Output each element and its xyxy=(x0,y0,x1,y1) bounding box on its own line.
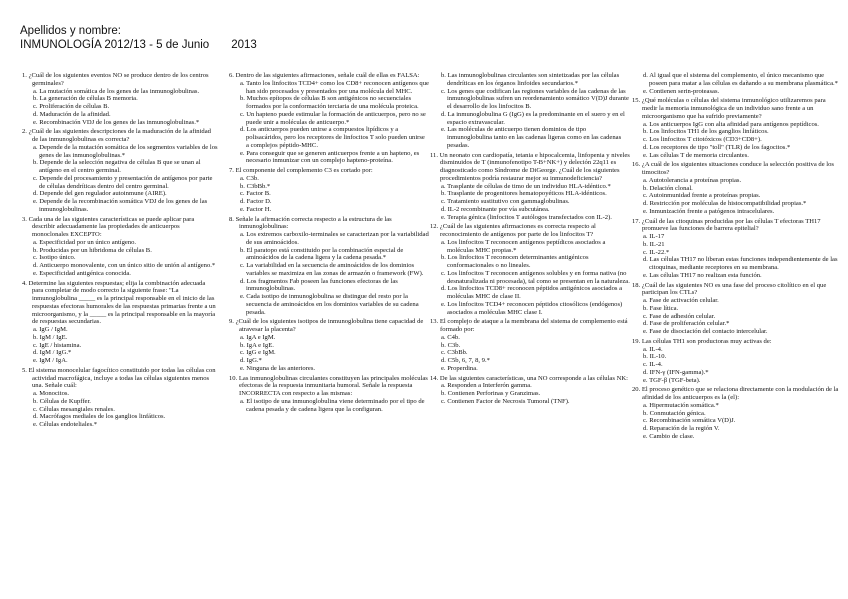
question-stem: 12. ¿Cuál de las siguientes afirmaciones es correcta respecto al reconocimiento de antígenos por parte de los linfocitos T? xyxy=(430,223,596,238)
question xyxy=(632,282,840,336)
question xyxy=(229,72,429,165)
answer-option: a. Depende de la mutación somática de los segmentos variables de los genes de las inmunoglobulinas.* xyxy=(33,143,218,159)
answer-option: d. Los receptores de tipo "toll" (TLR) de los fagocitos.* xyxy=(643,143,791,151)
answer-option: c. Los genes que codifican las regiones variables de las cadenas de las inmunoglobulinas sufren un reordenamiento somático V(D)J durante el desarrollo de los linfocitos B. xyxy=(441,87,629,110)
answer-option: d. IFN-γ (IFN-gamma).* xyxy=(643,368,709,376)
answer-option: c. Los linfocitos T reconocen antígenos solubles y en forma nativa (no desnaturalizada ni procesada), tal como se presentan en la naturaleza. xyxy=(441,269,630,285)
answer-option: a. IL-17 xyxy=(643,233,665,240)
answer-option: c. C3bBb. xyxy=(441,349,468,357)
question xyxy=(632,72,840,95)
answer-option: b. Muchos epítopos de células B son antigénicos no secuenciales formados por la conformación terciaria de una molécula proteica. xyxy=(240,95,419,110)
answer-option: c. Proliferación de células B. xyxy=(33,103,110,110)
answer-option: c. Fase de adhesión celular. xyxy=(643,312,716,320)
answer-option: c. Factor B. xyxy=(240,190,271,198)
answer-option: c. Isotipo único. xyxy=(33,254,76,262)
answer-option: d. Anticuerpo monovalente, con un único sitio de unión al antígeno.* xyxy=(33,262,216,269)
question-stem: 8. Señale la afirmación correcta respecto a la estructura de las inmunoglobulinas: xyxy=(229,215,392,231)
question-stem: 18. ¿Cuál de las siguientes NO es una fase del proceso citolítico en el que participan los CTLs? xyxy=(632,281,827,297)
column-1 xyxy=(22,72,218,431)
question-stem: 11. Un neonato con cardiopatía, tetania e hipocalcemia, linfopenia y niveles disminuidos de T (inmunofenotipo T-B+NK+) y deleción 22q11 es diagnosticado como Síndrome de DiGeorge. ¿Cuál de los siguientes procedimientos podría restaurar mejor su inmunodeficiencia? xyxy=(430,151,630,182)
answer-option: d. IgM / IgG.* xyxy=(33,349,72,357)
question-stem: 16. ¿A cuál de los siguientes situaciones conduce la selección positiva de los timocitos? xyxy=(632,161,834,176)
answer-option: e. Los linfocitos TCD4+ reconocen péptidos citosólicos (endógenos) asociados a moléculas MHC clase I. xyxy=(441,300,623,316)
answer-option: a. Monocitos. xyxy=(33,390,70,397)
question xyxy=(430,223,630,316)
question-stem: 17. ¿Cuál de las citoquinas producidas por las células T efectoras TH17 promueve las funciones de barrera epitelial? xyxy=(632,217,821,233)
answer-option: d. Los fragmentos Fab poseen las funciones efectoras de las inmunoglobulinas. xyxy=(240,277,398,293)
column-2 xyxy=(229,72,429,415)
question-stem: 4. Determine las siguientes respuestas; elija la combinación adecuada para completar de modo correcto la siguiente frase: "La inmunoglobulina _____ es la principal responsable en el inicio de las respuestas efectoras humorales de las respuestas primarias frente a un microorganismo, y la _____ es la principal responsable en la mayoría de respuestas secundarias. xyxy=(22,279,216,326)
answer-option: a. La mutación somática de los genes de las inmunoglobulinas. xyxy=(33,87,200,95)
answer-option: c. Contienen Factor de Necrosis Tumoral (TNF). xyxy=(441,397,570,405)
question xyxy=(430,375,630,406)
question-stem: 9. ¿Cuál de los siguientes isotipos de inmunoglobulina tiene capacidad de atravesar la placenta? xyxy=(229,318,424,333)
answer-option: d. Los anticuerpos pueden unirse a compuestos lipídicos y a polisacáridos, pero los receptores de linfocitos T solo pueden unirse a complejos péptido-MHC. xyxy=(240,126,425,149)
question xyxy=(632,386,840,440)
answer-option: a. Hipermutación somática.* xyxy=(643,401,719,409)
answer-option: a. Los anticuerpos IgG con alta afinidad para antígenos peptídicos. xyxy=(643,120,819,128)
answer-option: c. Tratamiento sustitutivo con gammaglobulinas. xyxy=(441,198,570,205)
answer-option: c. Los linfocitos T citotóxicos (CD3+CD8+). xyxy=(643,136,762,143)
answer-option: b. IL-10. xyxy=(643,353,667,361)
question xyxy=(632,218,840,280)
question-stem: 1. ¿Cuál de los siguientes eventos NO se produce dentro de los centros germinales? xyxy=(22,72,209,87)
answer-option: a. Fase de activación celular. xyxy=(643,297,719,304)
question-stem: 6. Dentro de las siguientes afirmaciones, señale cuál de ellas es FALSA: xyxy=(229,72,420,79)
answer-option: c. Células mesangiales renales. xyxy=(33,405,115,413)
answer-option: b. Células de Kupffer. xyxy=(33,397,91,405)
answer-option: e. Properdina. xyxy=(441,364,478,372)
question xyxy=(229,216,429,317)
answer-option: b. Contienen Perforinas y Granzimas. xyxy=(441,390,541,397)
exam-year: 2013 xyxy=(231,39,257,51)
name-label: Apellidos y nombre: xyxy=(20,25,121,37)
answer-option: c. Recombinación somática V(D)J. xyxy=(643,417,736,425)
answer-option: b. Depende de la selección negativa de células B que se unan al antígeno en el centro germinal. xyxy=(33,159,201,174)
answer-option: e. Terapia génica (linfocitos T autólogos transfectados con IL-2). xyxy=(441,213,612,221)
answer-option: e. IgM / IgA. xyxy=(33,357,68,364)
answer-option: a. C4b. xyxy=(441,333,460,341)
answer-option: a. IgG / IgM. xyxy=(33,326,68,333)
question xyxy=(229,318,429,372)
answer-option: a. Autotolerancia a proteínas propias. xyxy=(643,176,742,184)
answer-option: a. Trasplante de células de timo de un individuo HLA-idéntico.* xyxy=(441,182,611,190)
answer-option: c. IgE / histamina. xyxy=(33,341,82,349)
question-stem: 15. ¿Qué moléculas o células del sistema inmunológico utilizaremos para medir la memoria inmunológica de un individuo sano frente a un microorganismo que ha sufrido previamente? xyxy=(632,97,826,120)
answer-option: e. Especificidad antigénica conocida. xyxy=(33,269,131,277)
answer-option: d. Macrófagos mediales de los ganglios linfáticos. xyxy=(33,413,166,421)
answer-option: e. Recombinación VDJ de los genes de las inmunoglobulinas.* xyxy=(33,118,200,126)
answer-option: c. IL-4. xyxy=(643,361,663,368)
answer-option: e. TGF-β (TGF-beta). xyxy=(643,376,701,384)
answer-option: b. Fase lítica. xyxy=(643,304,679,312)
answer-option: a. Los extremos carboxilo-terminales se caracterizan por la variabilidad de sus aminoácidos. xyxy=(240,231,429,246)
answer-option: d. Restricción por moléculas de histocompatibilidad propias.* xyxy=(643,200,807,207)
answer-option: e. Las células T de memoria circulantes. xyxy=(643,151,749,159)
answer-option: b. IgM / IgE. xyxy=(33,333,68,341)
answer-option: d. Maduración de la afinidad. xyxy=(33,110,111,118)
answer-option: e. Células endoteliales.* xyxy=(33,421,98,428)
question-stem: 13. El complejo de ataque a la membrana del sistema de complemento está formado por: xyxy=(430,318,628,333)
answer-option: d. Depende del gen regulador autoinmune (AIRE). xyxy=(33,190,167,198)
question xyxy=(22,72,218,126)
answer-option: b. C3b. xyxy=(441,341,461,349)
question xyxy=(22,216,218,278)
answer-option: e. Las moléculas de anticuerpo tienen dominios de tipo inmunoglobulina tanto en las cadenas ligeras como en las cadenas pesadas. xyxy=(441,126,622,149)
answer-option: e. Contienen serin-proteasas. xyxy=(643,87,720,95)
answer-option: b. IL-21 xyxy=(643,240,665,248)
question-stem: 2. ¿Cuál de las siguientes descripciones de la maduración de la afinidad de las inmunoglobulinas es correcta? xyxy=(22,128,211,143)
question xyxy=(229,167,429,214)
answer-option: a. IgA e IgM. xyxy=(240,333,276,341)
answer-option: b. Las inmunoglobulinas circulantes son sintetizadas por las células dendríticas en los órganos linfoides secundarios.* xyxy=(441,72,620,87)
answer-option: b. La generación de células B memoria. xyxy=(33,95,138,103)
answer-option: b. Los linfocitos T reconocen determinantes antigénicos conformacionales o no lineales. xyxy=(441,254,589,269)
answer-option: d. C5b, 6, 7, 8, 9.* xyxy=(441,357,490,364)
question xyxy=(430,72,630,150)
question xyxy=(430,152,630,222)
answer-option: c. IL-22.* xyxy=(643,248,670,256)
question-stem: 5. El sistema monocelular fagocítico constituido por todas las células con actividad macrofágica, incluye a todas las células siguientes menos una. Señale cuál: xyxy=(22,366,216,390)
answer-option: b. IgA e IgE. xyxy=(240,341,274,349)
course-title: INMUNOLOGÍA 2012/13 - 5 de Junio xyxy=(20,39,210,51)
answer-option: d. Los linfocitos TCD8+ reconocen péptidos antigénicos asociados a moléculas MHC de clase II. xyxy=(441,285,623,300)
answer-option: d. Factor D. xyxy=(240,198,272,205)
answer-option: e. Cada isotipo de inmunoglobulina se distingue del resto por la secuencia de aminoácidos en los dominios variables de su cadena pesada. xyxy=(240,293,419,316)
question xyxy=(22,367,218,429)
answer-option: d. Reparación de la región V. xyxy=(643,425,720,432)
answer-option: e. Depende de la recombinación somática VDJ de los genes de las inmunoglobulinas. xyxy=(33,198,208,213)
answer-option: b. Producidas por un hibridoma de células B. xyxy=(33,246,152,254)
answer-option: d. Al igual que el sistema del complemento, el único mecanismo que poseen para matar a las células es dañando a su membrana plasmática.* xyxy=(643,72,838,87)
question xyxy=(632,161,840,215)
answer-option: a. Responden a Interferón gamma. xyxy=(441,382,532,390)
question-stem: 20. El proceso genético que se relaciona directamente con la modulación de la afinidad de los anticuerpos es la (el): xyxy=(632,386,839,401)
answer-option: a. C3b. xyxy=(240,174,259,182)
answer-option: e. Para conseguir que se generen anticuerpos frente a un hapteno, es necesario inmunizar con un complejo hapteno-proteína. xyxy=(240,149,420,165)
question-stem: 14. De las siguientes características, una NO corresponde a las células NK: xyxy=(430,374,628,382)
question xyxy=(632,97,840,159)
answer-option: a. Tanto los linfocitos TCD4+ como los CD8+ reconocen antígenos que han sido procesados y presentados por una molécula del MHC. xyxy=(240,79,429,95)
answer-option: d. Las células TH17 no liberan estas funciones independientemente de las citoquinas, mediante receptores en su membrana. xyxy=(643,256,838,271)
answer-option: b. Los linfocitos TH1 de los ganglios linfáticos. xyxy=(643,128,769,136)
question-stem: 7. El componente del complemento C3 es cortado por: xyxy=(229,167,373,174)
answer-option: a. Los linfocitos T reconocen antígenos peptídicos asociados a moléculas MHC propias.* xyxy=(441,238,606,254)
question xyxy=(430,318,630,372)
question-stem: 19. Las células TH1 son productoras muy activas de: xyxy=(632,337,772,345)
answer-option: a. IL-4. xyxy=(643,345,663,353)
answer-option: e. Ninguna de las anteriores. xyxy=(240,364,316,372)
course-line xyxy=(20,38,279,52)
answer-option: b. Delación clonal. xyxy=(643,184,693,192)
answer-option: a. Especificidad por un único antígeno. xyxy=(33,238,137,246)
answer-option: b. El paratopo está constituido por la combinación especial de aminoácidos de la cadena ligera y la cadena pesada.* xyxy=(240,246,404,262)
answer-option: b. Conmutación génica. xyxy=(643,409,706,417)
answer-option: e. Fase de disociación del contacto intercelular. xyxy=(643,328,768,335)
answer-option: b. Trasplante de progenitores hematopoyéticos HLA-idénticos. xyxy=(441,190,607,198)
answer-option: c. Autoinmunidad frente a proteínas propias. xyxy=(643,192,761,200)
answer-option: e. Cambio de clase. xyxy=(643,432,695,440)
question xyxy=(22,280,218,365)
question-stem: 3. Cada una de las siguientes características se puede aplicar para describir adecuadamente las propiedades de anticuerpos monoclonales EXCEPTO: xyxy=(22,215,195,238)
answer-option: c. Depende del procesamiento y presentación de antígenos por parte de células dendríticas dentro del centro germinal. xyxy=(33,174,213,190)
exam-header xyxy=(20,24,279,52)
answer-option: c. IgG e IgM. xyxy=(240,349,276,357)
answer-option: d. IgG.* xyxy=(240,357,262,364)
question-stem: 10. Las inmunoglobulinas circulantes constituyen las principales moléculas efectoras de la respuesta inmunitaria humoral. Señale la respuesta INCORRECTA con respecto a las mismas: xyxy=(229,374,428,397)
answer-option: d. La inmunoglobulina G (IgG) es la predominante en el suero y en el espacio extravascular. xyxy=(441,110,625,126)
answer-option: c. La variabilidad en la secuencia de aminoácidos de los dominios variables se maximiza en las zonas de armazón o framework (FW). xyxy=(240,262,424,277)
answer-option: e. Las células TH17 no realizan esta función. xyxy=(643,271,762,279)
column-3 xyxy=(430,72,630,408)
answer-option: b. C3bBb.* xyxy=(240,182,271,190)
question xyxy=(229,375,429,414)
answer-option: d. Fase de proliferación celular.* xyxy=(643,320,730,328)
answer-option: e. Inmunización frente a patógenos intracelulares. xyxy=(643,207,775,215)
answer-option: c. Un hapteno puede estimular la formación de anticuerpos, pero no se puede unir a moléculas de anticuerpo.* xyxy=(240,110,426,126)
column-4 xyxy=(632,72,840,443)
question xyxy=(22,128,218,213)
answer-option: d. IL-2 recombinante por vía subcutánea. xyxy=(441,205,550,213)
answer-option: a. El isotipo de una inmunoglobulina viene determinado por el tipo de cadena pesada y de cadena ligera que la configuran. xyxy=(240,397,425,413)
answer-option: e. Factor H. xyxy=(240,205,272,213)
question xyxy=(632,338,840,385)
